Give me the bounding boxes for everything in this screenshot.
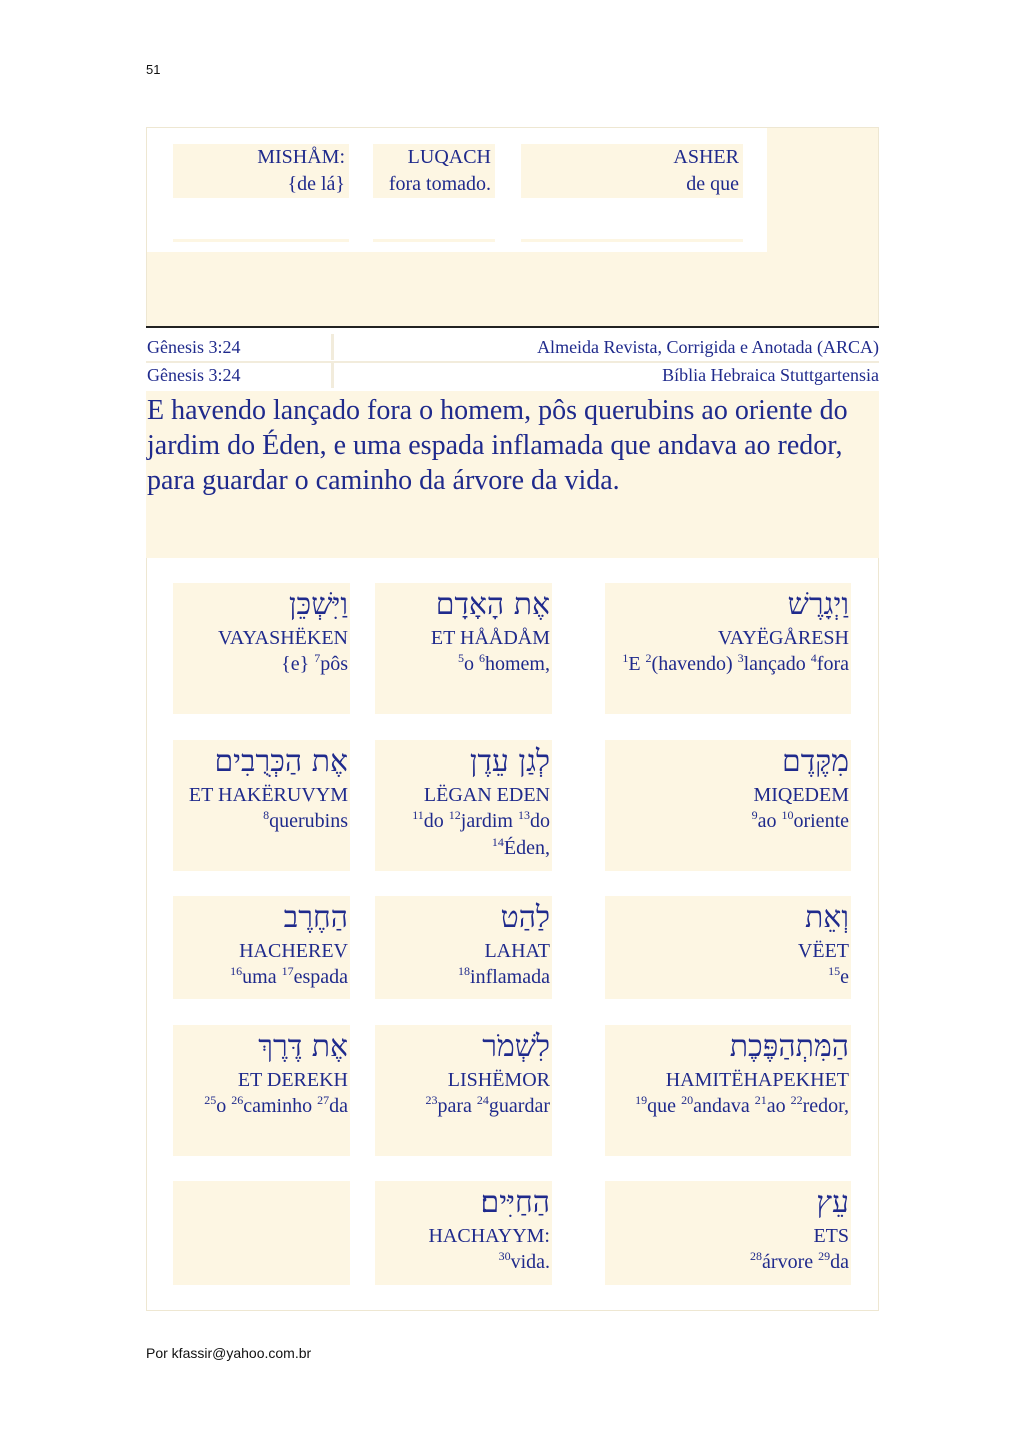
verse-reference: Gênesis 3:24	[146, 334, 334, 360]
word-cell	[173, 896, 350, 999]
word-cell	[173, 1025, 350, 1156]
word-cell	[375, 1025, 552, 1156]
gloss-word: para	[437, 1095, 477, 1117]
previous-verse-continuation	[146, 127, 879, 327]
gloss	[605, 651, 849, 678]
transliteration: ET DEREKH	[237, 1069, 348, 1091]
word-cell	[605, 583, 851, 714]
gloss-word: redor,	[802, 1095, 849, 1117]
reference-row-bhs	[146, 362, 879, 388]
gloss	[375, 1249, 550, 1276]
word-cell	[375, 1181, 552, 1285]
gloss-word: guardar	[488, 1095, 550, 1117]
footer-credit: Por kfassir@yahoo.com.br	[146, 1345, 312, 1361]
word-cell	[173, 583, 350, 714]
gloss-word: ao	[766, 1095, 791, 1117]
word-cell	[375, 740, 552, 871]
gloss	[605, 1093, 849, 1120]
hebrew-word: לִשְׁמֹר	[482, 1029, 550, 1064]
gloss	[605, 808, 849, 835]
word-cell	[605, 1025, 851, 1156]
top-word-cell	[521, 144, 743, 224]
word-order-number: 30	[498, 1249, 511, 1263]
gloss-word: o	[216, 1095, 232, 1117]
gloss-word: do	[423, 810, 449, 832]
transliteration: LAHAT	[484, 940, 550, 962]
gloss-word: oriente	[793, 810, 849, 832]
translation-name: Bíblia Hebraica Stuttgartensia	[662, 365, 879, 385]
transliteration: HACHAYYM:	[428, 1225, 550, 1247]
gloss	[375, 964, 550, 991]
transliteration: MIQEDEM	[753, 784, 849, 806]
hebrew-word: וַיִּשְׁכֵּן	[288, 587, 348, 622]
word-order-number: 16	[230, 964, 243, 978]
transliteration: VAYËGÅRESH	[717, 627, 849, 649]
top-gloss: de que	[686, 173, 739, 195]
gloss-word: homem,	[485, 653, 550, 675]
gloss	[375, 651, 550, 678]
transliteration: ET HAKËRUVYM	[188, 784, 348, 806]
transliteration: HACHEREV	[239, 940, 348, 962]
gloss-word: fora	[816, 653, 849, 675]
word-order-number: 1	[622, 651, 629, 665]
transliteration: VAYASHËKEN	[217, 627, 348, 649]
word-cell	[605, 896, 851, 999]
gloss-word: inflamada	[470, 966, 550, 988]
gloss-word: Éden,	[503, 837, 550, 859]
word-order-number: 7	[314, 651, 321, 665]
top-word: LUQACH	[407, 146, 491, 168]
gloss-word: árvore	[762, 1251, 819, 1273]
hebrew-word: הַחֶרֶב	[283, 900, 348, 935]
gloss-word: {e}	[281, 653, 315, 675]
word-order-number: 6	[479, 651, 485, 665]
hebrew-word: אֶת דֶּרֶךְ	[258, 1029, 348, 1064]
word-order-number: 25	[204, 1093, 217, 1107]
gloss	[605, 964, 849, 991]
word-order-number: 12	[448, 808, 461, 822]
top-word: ASHER	[673, 146, 739, 168]
gloss-word: vida.	[510, 1251, 550, 1273]
translation-name: Almeida Revista, Corrigida e Anotada (ARCA)	[537, 337, 879, 357]
transliteration: LËGAN EDEN	[423, 784, 550, 806]
gloss	[173, 964, 348, 991]
top-word: MISHÅM:	[257, 146, 345, 168]
word-order-number: 15	[828, 964, 841, 978]
word-order-number: 10	[781, 808, 794, 822]
reference-row-arca	[146, 334, 879, 360]
word-cell	[375, 583, 552, 714]
hebrew-word: וַיְגָרֶשׁ	[787, 587, 849, 622]
word-order-number: 13	[518, 808, 530, 822]
word-order-number: 8	[263, 808, 270, 822]
gloss-word: da	[830, 1251, 849, 1273]
word-order-number: 2	[645, 651, 652, 665]
gloss-word: andava	[693, 1095, 755, 1117]
gloss-word: ao	[757, 810, 782, 832]
gloss-word: e	[840, 966, 849, 988]
word-cell	[173, 1181, 350, 1285]
gloss-word: caminho	[243, 1095, 318, 1117]
gloss-word: lançado	[743, 653, 811, 675]
word-order-number: 21	[754, 1093, 767, 1107]
word-cell	[605, 740, 851, 871]
top-gloss: {de lá}	[287, 173, 345, 195]
word-order-number: 3	[737, 651, 744, 665]
verse-reference: Gênesis 3:24	[146, 362, 334, 388]
word-order-number: 11	[412, 808, 424, 822]
gloss	[173, 1093, 348, 1120]
gloss-word: pôs	[320, 653, 348, 675]
transliteration: VËET	[797, 940, 849, 962]
top-words-area	[147, 128, 767, 252]
transliteration: ET HÅÅDÅM	[430, 627, 550, 649]
word-cell	[605, 1181, 851, 1285]
word-order-number: 23	[425, 1093, 438, 1107]
top-word-cell	[373, 144, 495, 224]
gloss	[605, 1249, 849, 1276]
gloss-word: do	[530, 810, 550, 832]
word-order-number: 19	[635, 1093, 648, 1107]
word-order-number: 28	[750, 1249, 763, 1263]
gloss-word: jardim	[460, 810, 518, 832]
word-order-number: 22	[790, 1093, 803, 1107]
hebrew-word: וְאֵת	[805, 900, 849, 935]
word-order-number: 5	[458, 651, 464, 665]
gloss-word: querubins	[269, 810, 348, 832]
gloss-word: (havendo)	[651, 653, 738, 675]
gloss-word: uma	[242, 966, 282, 988]
hebrew-word: לְגַן עֵדֶן	[469, 744, 550, 779]
gloss-word: espada	[293, 966, 348, 988]
gloss	[173, 651, 348, 678]
gloss-word: E	[628, 653, 646, 675]
hebrew-word: אֶת הָאָדָם	[435, 587, 550, 622]
hebrew-word: הַחַיִּים׃	[480, 1185, 550, 1220]
verse-text: E havendo lançado fora o homem, pôs querubins ao oriente do jardim do Éden, e uma espada inflamada que andava ao redor, para guardar o caminho da árvore da vida.	[146, 391, 879, 559]
word-order-number: 27	[317, 1093, 330, 1107]
gloss-word: que	[647, 1095, 682, 1117]
gloss	[375, 808, 550, 862]
word-order-number: 29	[818, 1249, 831, 1263]
word-order-number: 18	[458, 964, 471, 978]
transliteration: LISHËMOR	[447, 1069, 550, 1091]
gloss-word: da	[329, 1095, 348, 1117]
gloss	[173, 808, 348, 835]
top-word-cell	[173, 144, 349, 224]
word-order-number: 24	[476, 1093, 489, 1107]
gloss	[375, 1093, 550, 1120]
page-number: 51	[146, 62, 161, 77]
word-order-number: 17	[281, 964, 294, 978]
hebrew-word: הַמִּתְהַפֶּכֶת	[729, 1029, 849, 1064]
word-order-number: 4	[810, 651, 817, 665]
word-order-number: 9	[751, 808, 758, 822]
transliteration: HAMITËHAPEKHET	[665, 1069, 849, 1091]
hebrew-word: עֵץ	[816, 1185, 849, 1220]
word-cell	[173, 740, 350, 871]
transliteration: ETS	[813, 1225, 849, 1247]
hebrew-word: לַהַט	[500, 900, 550, 935]
section-divider	[146, 326, 879, 328]
word-cell	[375, 896, 552, 999]
hebrew-word: אֶת הַכְּרֻבִים	[214, 744, 348, 779]
word-order-number: 14	[491, 835, 504, 849]
gloss-word: o	[464, 653, 479, 675]
interlinear-grid	[146, 558, 879, 1311]
word-order-number: 26	[231, 1093, 244, 1107]
hebrew-word	[173, 1181, 348, 1183]
top-gloss: fora tomado.	[388, 173, 491, 195]
hebrew-word: מִקֶּדֶם	[782, 744, 849, 779]
word-order-number: 20	[681, 1093, 694, 1107]
